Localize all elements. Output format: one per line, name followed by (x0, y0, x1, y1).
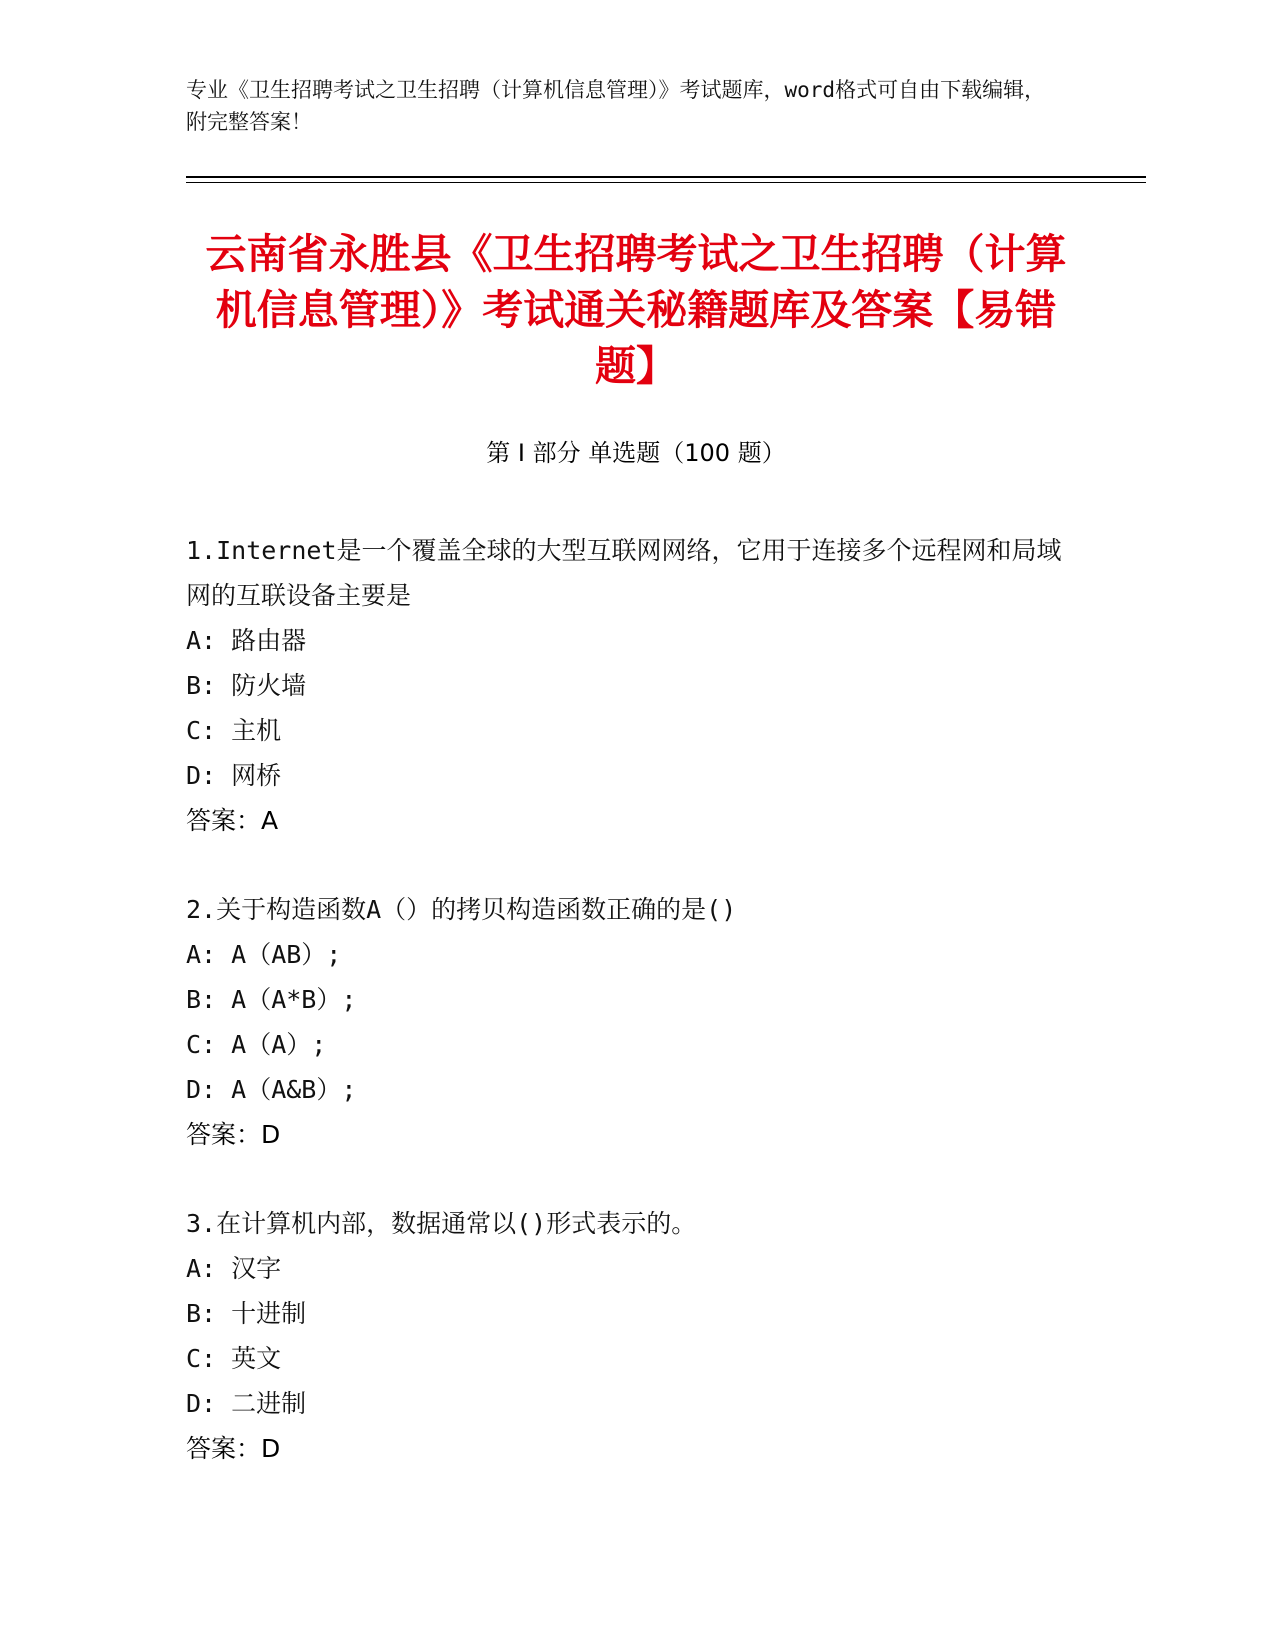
question-3 (186, 1201, 1066, 1471)
option-a: A: 汉字 (186, 1254, 282, 1283)
header-note: 专业《卫生招聘考试之卫生招聘（计算机信息管理）》考试题库，word格式可自由下载编辑，附完整答案！ (186, 78, 1046, 134)
option-c: C: 英文 (186, 1344, 282, 1373)
option-c: C: A（A）; (186, 1030, 327, 1059)
header-divider-thick (186, 176, 1146, 178)
option-c: C: 主机 (186, 716, 282, 745)
question-stem: 2.关于构造函数A（）的拷贝构造函数正确的是() (186, 895, 737, 924)
option-d: D: 二进制 (186, 1389, 307, 1418)
header-divider-thin (186, 182, 1146, 183)
document-title: 云南省永胜县《卫生招聘考试之卫生招聘（计算机信息管理）》考试通关秘籍题库及答案【易错题】 (205, 230, 1067, 390)
question-2 (186, 887, 1066, 1157)
answer: 答案：D (186, 1120, 281, 1149)
option-b: B: 防火墙 (186, 671, 307, 700)
option-b: B: A（A*B）; (186, 985, 357, 1014)
question-stem: 3.在计算机内部，数据通常以()形式表示的。 (186, 1209, 697, 1238)
option-d: D: A（A&B）; (186, 1075, 357, 1104)
question-1 (186, 528, 1066, 843)
answer: 答案：D (186, 1434, 281, 1463)
option-a: A: 路由器 (186, 626, 307, 655)
option-a: A: A（AB）; (186, 940, 342, 969)
option-d: D: 网桥 (186, 761, 282, 790)
question-stem: 1.Internet是一个覆盖全球的大型互联网网络，它用于连接多个远程网和局域网的互联设备主要是 (186, 536, 1062, 610)
answer: 答案：A (186, 806, 279, 835)
section-heading: 第 I 部分 单选题（100 题） (486, 439, 786, 467)
option-b: B: 十进制 (186, 1299, 307, 1328)
question-list (186, 528, 1066, 1515)
